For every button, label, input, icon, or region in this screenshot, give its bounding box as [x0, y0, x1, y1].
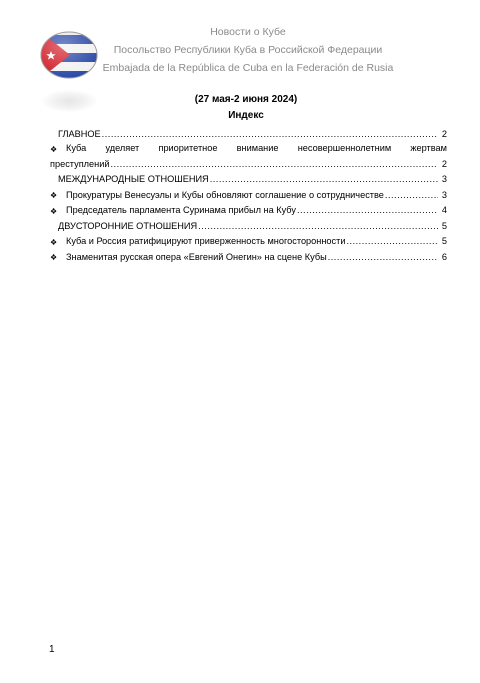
- toc-item-continuation[interactable]: [50, 154, 447, 170]
- toc-page-number: 3: [441, 174, 447, 185]
- toc-page-number: 5: [441, 236, 447, 247]
- toc-word: жертвам: [410, 143, 447, 154]
- toc-item-label: Знаменитая русская опера «Евгений Онегин» на сцене Кубы: [66, 251, 327, 262]
- diamond-bullet-icon: ❖: [50, 206, 58, 216]
- toc-leader-dots: [328, 253, 438, 262]
- toc-section-label: ДВУСТОРОННИЕ ОТНОШЕНИЯ: [58, 220, 198, 231]
- index-title: Индекс: [228, 110, 264, 121]
- toc-item-label: Прокуратуры Венесуэлы и Кубы обновляют соглашение о сотрудничестве: [66, 189, 384, 200]
- toc-item-label-line2: преступлений: [50, 158, 110, 169]
- toc-leader-dots: [110, 160, 438, 169]
- toc-word: уделяет: [105, 143, 140, 154]
- toc-word: несовершеннолетним: [297, 143, 392, 154]
- toc-word: приоритетное: [158, 143, 218, 154]
- date-range: (27 мая-2 июня 2024): [194, 94, 298, 105]
- toc-section[interactable]: [50, 124, 447, 140]
- toc-page-number: 5: [441, 220, 447, 231]
- toc-word: Куба: [66, 143, 87, 154]
- page-number: 1: [49, 644, 55, 655]
- toc-leader-dots: [346, 237, 438, 246]
- toc-page-number: 3: [441, 189, 447, 200]
- header-title: Новости о Кубе: [210, 26, 286, 38]
- toc-item[interactable]: [50, 247, 447, 263]
- diamond-bullet-icon: ❖: [50, 253, 58, 262]
- toc-leader-dots: [385, 191, 438, 200]
- toc-item[interactable]: [50, 200, 447, 216]
- header-embassy-es: Embajada de la República de Cuba en la Federación de Rusia: [102, 62, 394, 74]
- toc-section[interactable]: [50, 169, 447, 185]
- toc-item-label: Председатель парламента Суринама прибыл на Кубу: [66, 205, 296, 216]
- toc-leader-dots: [102, 130, 438, 139]
- toc-section-label: ГЛАВНОЕ: [58, 129, 101, 140]
- toc-item-label-line1: [66, 144, 447, 153]
- toc-leader-dots: [297, 206, 438, 215]
- diamond-bullet-icon: ❖: [50, 144, 58, 154]
- table-of-contents: [50, 124, 447, 262]
- header-embassy-ru: Посольство Республики Куба в Российской Федерации: [113, 44, 383, 56]
- toc-page-number: 2: [441, 158, 447, 169]
- toc-item[interactable]: [50, 140, 447, 154]
- toc-item[interactable]: [50, 185, 447, 201]
- toc-word: внимание: [236, 143, 279, 154]
- diamond-bullet-icon: ❖: [50, 191, 58, 200]
- toc-item[interactable]: [50, 231, 447, 247]
- toc-section[interactable]: [50, 216, 447, 232]
- toc-page-number: 6: [441, 251, 447, 262]
- toc-leader-dots: [210, 175, 438, 184]
- diamond-bullet-icon: ❖: [50, 237, 58, 247]
- toc-page-number: 4: [441, 205, 447, 216]
- toc-section-label: МЕЖДУНАРОДНЫЕ ОТНОШЕНИЯ: [58, 174, 209, 185]
- toc-leader-dots: [198, 222, 438, 231]
- toc-item-label: Куба и Россия ратифицируют приверженность многосторонности: [66, 236, 346, 247]
- toc-page-number: 2: [441, 129, 447, 140]
